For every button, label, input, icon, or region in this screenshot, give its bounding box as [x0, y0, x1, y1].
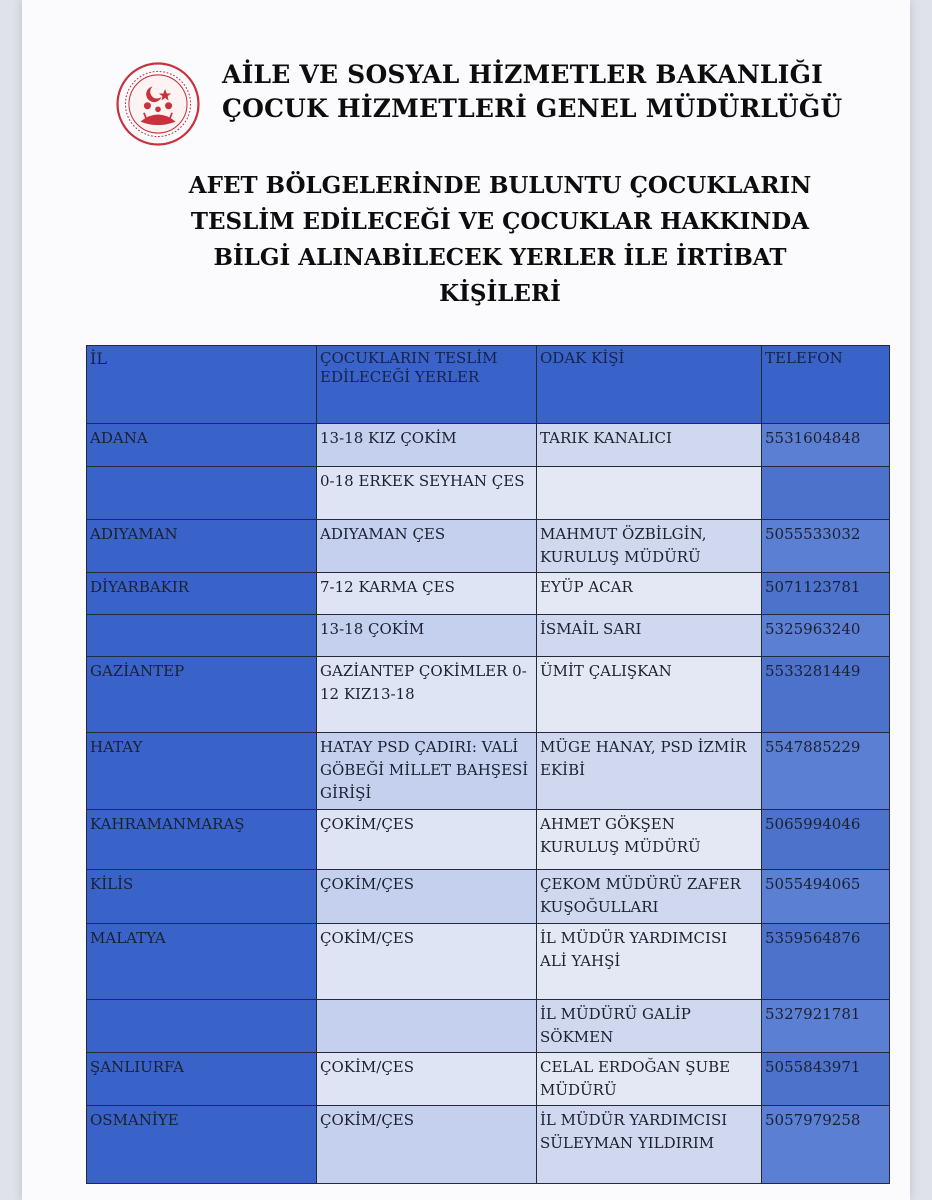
cell-person: EYÜP ACAR	[537, 573, 762, 615]
cell-place: ÇOKİM/ÇES	[317, 810, 537, 870]
cell-phone: 5359564876	[762, 924, 890, 1000]
organization-name	[222, 58, 902, 126]
cell-place: 13-18 ÇOKİM	[317, 615, 537, 657]
title-line-3: BİLGİ ALINABİLECEK YERLER İLE İRTİBAT	[213, 244, 787, 271]
table-row	[87, 1000, 890, 1053]
cell-phone: 5071123781	[762, 573, 890, 615]
table-row	[87, 615, 890, 657]
cell-person: TARIK KANALICI	[537, 424, 762, 467]
cell-il	[87, 615, 317, 657]
table-row	[87, 467, 890, 520]
table-row	[87, 924, 890, 1000]
cell-il: DİYARBAKIR	[87, 573, 317, 615]
cell-place: ÇOKİM/ÇES	[317, 924, 537, 1000]
cell-place: GAZİANTEP ÇOKİMLER 0-12 KIZ13-18	[317, 657, 537, 733]
cell-person: İL MÜDÜRÜ GALİP SÖKMEN	[537, 1000, 762, 1053]
cell-place	[317, 1000, 537, 1053]
cell-phone: 5547885229	[762, 733, 890, 810]
cell-il: HATAY	[87, 733, 317, 810]
title-line-2: TESLİM EDİLECEĞİ VE ÇOCUKLAR HAKKINDA	[190, 208, 810, 235]
table-row	[87, 733, 890, 810]
cell-il: ŞANLIURFA	[87, 1053, 317, 1106]
cell-person: ÜMİT ÇALIŞKAN	[537, 657, 762, 733]
cell-person: ÇEKOM MÜDÜRÜ ZAFER KUŞOĞULLARI	[537, 870, 762, 924]
ministry-seal-icon	[114, 60, 202, 148]
table-row	[87, 573, 890, 615]
cell-place: ÇOKİM/ÇES	[317, 1106, 537, 1184]
table-row	[87, 1053, 890, 1106]
cell-place: 0-18 ERKEK SEYHAN ÇES	[317, 467, 537, 520]
cell-person	[537, 467, 762, 520]
cell-person: İL MÜDÜR YARDIMCISI SÜLEYMAN YILDIRIM	[537, 1106, 762, 1184]
cell-phone: 5327921781	[762, 1000, 890, 1053]
cell-phone: 5533281449	[762, 657, 890, 733]
cell-il	[87, 467, 317, 520]
cell-phone: 5055494065	[762, 870, 890, 924]
title-line-4: KİŞİLERİ	[439, 280, 561, 307]
cell-il: KAHRAMANMARAŞ	[87, 810, 317, 870]
cell-place: ÇOKİM/ÇES	[317, 1053, 537, 1106]
cell-phone: 5065994046	[762, 810, 890, 870]
cell-person: İSMAİL SARI	[537, 615, 762, 657]
cell-place: HATAY PSD ÇADIRI: VALİ GÖBEĞİ MİLLET BAHŞESİ GİRİŞİ	[317, 733, 537, 810]
header-focus-person: ODAK KİŞİ	[537, 346, 762, 424]
title-line-1: AFET BÖLGELERİNDE BULUNTU ÇOCUKLARIN	[188, 172, 812, 199]
cell-person: İL MÜDÜR YARDIMCISI ALİ YAHŞİ	[537, 924, 762, 1000]
cell-phone: 5055843971	[762, 1053, 890, 1106]
cell-place: 7-12 KARMA ÇES	[317, 573, 537, 615]
table-row	[87, 1106, 890, 1184]
cell-il: MALATYA	[87, 924, 317, 1000]
cell-person: CELAL ERDOĞAN ŞUBE MÜDÜRÜ	[537, 1053, 762, 1106]
cell-phone: 5055533032	[762, 520, 890, 573]
table-row	[87, 520, 890, 573]
cell-place: 13-18 KIZ ÇOKİM	[317, 424, 537, 467]
org-line-directorate: ÇOCUK HİZMETLERİ GENEL MÜDÜRLÜĞÜ	[222, 94, 843, 123]
cell-phone: 5325963240	[762, 615, 890, 657]
cell-place: ADIYAMAN ÇES	[317, 520, 537, 573]
cell-phone: 5531604848	[762, 424, 890, 467]
cell-il	[87, 1000, 317, 1053]
document-page	[22, 0, 910, 1200]
cell-phone	[762, 467, 890, 520]
cell-il: GAZİANTEP	[87, 657, 317, 733]
org-line-ministry: AİLE VE SOSYAL HİZMETLER BAKANLIĞI	[222, 60, 824, 89]
header-places: ÇOCUKLARIN TESLİM EDİLECEĞİ YERLER	[317, 346, 537, 424]
header-phone: TELEFON	[762, 346, 890, 424]
table-row	[87, 657, 890, 733]
contacts-table	[86, 345, 890, 1184]
header-il: İL	[87, 346, 317, 424]
cell-il: ADANA	[87, 424, 317, 467]
cell-place: ÇOKİM/ÇES	[317, 870, 537, 924]
table-row	[87, 810, 890, 870]
cell-person: MAHMUT ÖZBİLGİN, KURULUŞ MÜDÜRÜ	[537, 520, 762, 573]
cell-person: AHMET GÖKŞEN KURULUŞ MÜDÜRÜ	[537, 810, 762, 870]
document-title	[112, 168, 888, 312]
table-row	[87, 424, 890, 467]
cell-il: OSMANİYE	[87, 1106, 317, 1184]
table-header-row	[87, 346, 890, 424]
cell-il: KİLİS	[87, 870, 317, 924]
cell-person: MÜGE HANAY, PSD İZMİR EKİBİ	[537, 733, 762, 810]
cell-phone: 5057979258	[762, 1106, 890, 1184]
cell-il: ADIYAMAN	[87, 520, 317, 573]
table-row	[87, 870, 890, 924]
